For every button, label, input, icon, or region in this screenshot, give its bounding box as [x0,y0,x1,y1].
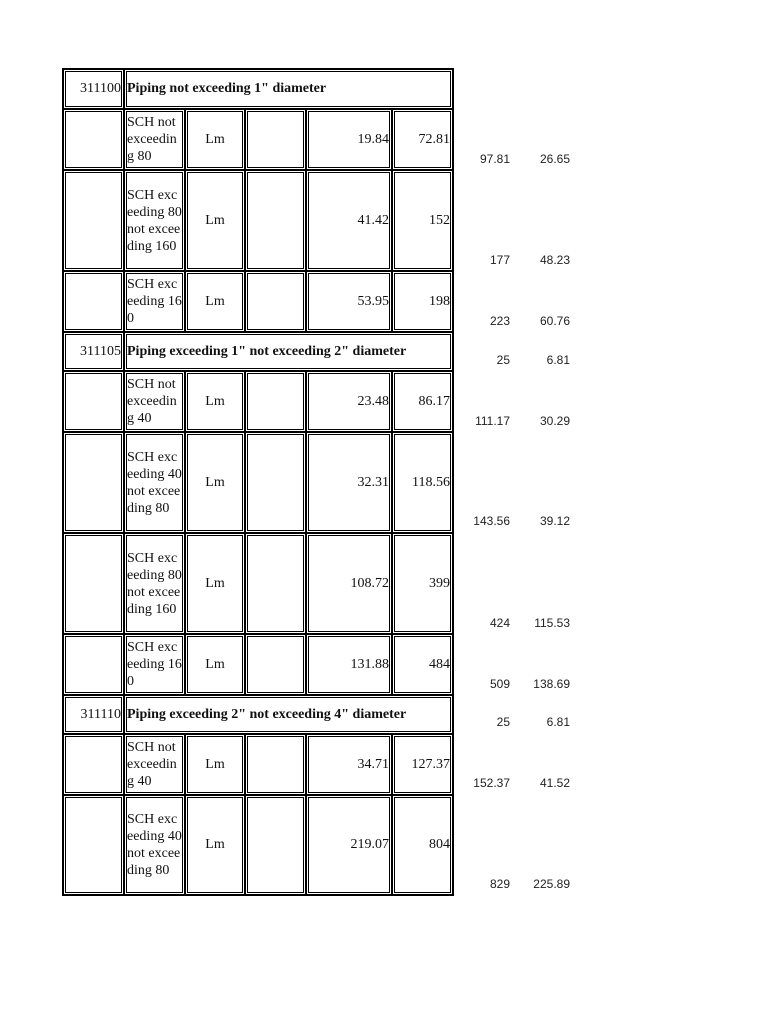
section-title: Piping exceeding 2" not exceeding 4" diameter [124,695,453,734]
quantity-cell [245,634,306,695]
quantity-cell [245,533,306,634]
side-total-value: 223 [489,314,510,328]
code-cell [63,432,124,533]
side-total-value: 143.56 [473,514,510,528]
item-description: SCH not exceeding 40 [124,371,185,432]
side-tax-value: 26.65 [539,152,570,166]
code-cell [63,533,124,634]
side-total-value: 25 [496,353,510,367]
table-row [63,533,453,634]
quantity-cell [245,432,306,533]
unit-cell: Lm [185,271,245,332]
item-description: SCH not exceeding 80 [124,109,185,170]
rate-cell: 53.95 [306,271,392,332]
section-header-row [63,332,453,371]
section-header-row [63,695,453,734]
rate-cell: 19.84 [306,109,392,170]
side-tax-value: 115.53 [534,616,570,630]
quantity-cell [245,795,306,895]
side-tax-value: 39.12 [539,514,570,528]
side-total-value: 829 [489,877,510,891]
table-row [63,109,453,170]
table-row [63,795,453,895]
quantity-cell [245,734,306,795]
side-tax-value: 41.52 [539,776,570,790]
unit-cell: Lm [185,170,245,271]
unit-cell: Lm [185,795,245,895]
unit-cell: Lm [185,734,245,795]
rate-cell: 32.31 [306,432,392,533]
code-cell [63,795,124,895]
amount-cell: 399 [392,533,453,634]
amount-cell: 484 [392,634,453,695]
code-cell [63,271,124,332]
item-description: SCH exceeding 80 not exceeding 160 [124,170,185,271]
section-header-row [63,69,453,109]
side-tax-value: 60.76 [539,314,570,328]
unit-cell: Lm [185,634,245,695]
unit-cell: Lm [185,371,245,432]
table-row [63,170,453,271]
amount-cell: 118.56 [392,432,453,533]
price-schedule-table [62,68,454,896]
side-total-value: 111.17 [475,414,510,428]
rate-cell: 219.07 [306,795,392,895]
side-tax-value: 6.81 [546,353,570,367]
table-row [63,734,453,795]
amount-cell: 86.17 [392,371,453,432]
side-total-value: 424 [489,616,510,630]
item-description: SCH exceeding 160 [124,634,185,695]
rate-cell: 34.71 [306,734,392,795]
section-code: 311110 [63,695,124,734]
table-row [63,271,453,332]
quantity-cell [245,271,306,332]
section-code: 311105 [63,332,124,371]
side-tax-value: 48.23 [539,253,570,267]
amount-cell: 152 [392,170,453,271]
table-row [63,634,453,695]
quantity-cell [245,170,306,271]
item-description: SCH exceeding 160 [124,271,185,332]
rate-cell: 23.48 [306,371,392,432]
code-cell [63,634,124,695]
unit-cell: Lm [185,432,245,533]
amount-cell: 198 [392,271,453,332]
section-title: Piping exceeding 1" not exceeding 2" diameter [124,332,453,371]
side-total-value: 509 [489,677,510,691]
quantity-cell [245,371,306,432]
side-tax-value: 225.89 [533,877,570,891]
amount-cell: 72.81 [392,109,453,170]
unit-cell: Lm [185,109,245,170]
rate-cell: 131.88 [306,634,392,695]
code-cell [63,170,124,271]
unit-cell: Lm [185,533,245,634]
side-tax-value: 6.81 [546,715,570,729]
side-total-value: 97.81 [479,152,510,166]
code-cell [63,109,124,170]
side-tax-value: 138.69 [533,677,570,691]
rate-cell: 108.72 [306,533,392,634]
side-total-value: 152.37 [473,776,510,790]
side-total-value: 25 [496,715,510,729]
rate-cell: 41.42 [306,170,392,271]
code-cell [63,371,124,432]
side-tax-value: 30.29 [539,414,570,428]
side-total-value: 177 [489,253,510,267]
code-cell [63,734,124,795]
item-description: SCH not exceeding 40 [124,734,185,795]
amount-cell: 804 [392,795,453,895]
table-row [63,371,453,432]
item-description: SCH exceeding 80 not exceeding 160 [124,533,185,634]
table-row [63,432,453,533]
item-description: SCH exceeding 40 not exceeding 80 [124,432,185,533]
quantity-cell [245,109,306,170]
section-title: Piping not exceeding 1" diameter [124,69,453,109]
section-code: 311100 [63,69,124,109]
amount-cell: 127.37 [392,734,453,795]
item-description: SCH exceeding 40 not exceeding 80 [124,795,185,895]
